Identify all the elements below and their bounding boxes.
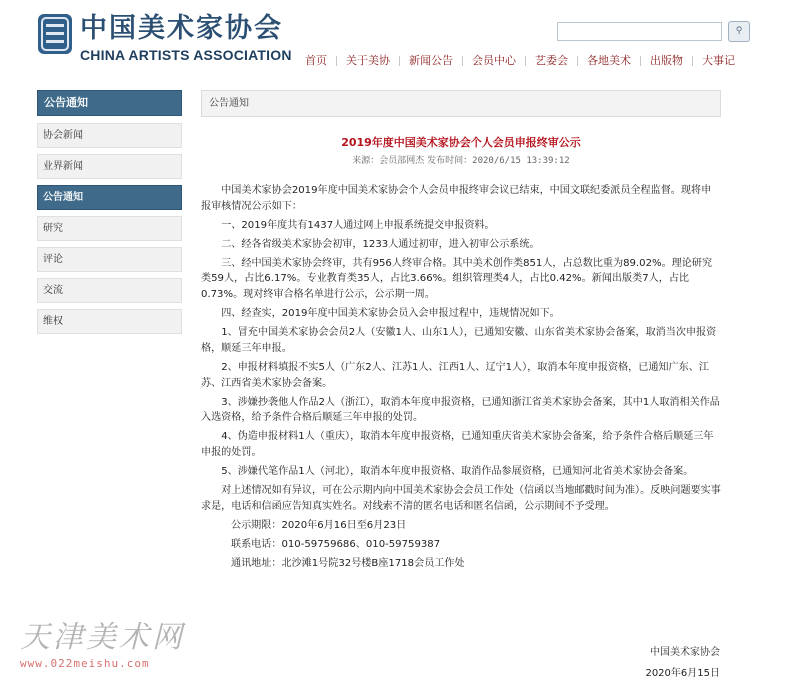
sidebar-item-research[interactable]: 研究 (37, 216, 182, 241)
contact-address: 通讯地址：北沙滩1号院32号楼B座1718会员工作处 (231, 557, 465, 569)
sidebar-title: 公告通知 (37, 90, 182, 116)
logo-title-en[interactable]: CHINA ARTISTS ASSOCIATION (80, 47, 292, 63)
sidebar-item-announcements[interactable]: 公告通知 (37, 185, 182, 210)
sidebar-item-exchange[interactable]: 交流 (37, 278, 182, 303)
nav-item-publications[interactable]: 出版物 (650, 54, 683, 67)
paragraph: 1、冒充中国美术家协会会员2人（安徽1人、山东1人），已通知安徽、山东省美术家协会备案，取消当次申报资格，顺延三年申报。 (201, 327, 717, 354)
breadcrumb: 公告通知 (201, 90, 721, 117)
search-input[interactable] (557, 22, 722, 41)
article-body (201, 183, 721, 572)
contact-period: 公示期限：2020年6月16日至6月23日 (231, 519, 407, 531)
publish-time: 2020/6/15 13:39:12 (472, 156, 570, 166)
contact-phone: 联系电话：010-59759686、010-59759387 (231, 538, 441, 550)
nav-item-home[interactable]: 首页 (305, 54, 327, 67)
logo-title-cn[interactable]: 中国美术家协会 (80, 13, 283, 44)
article-source: 来源：会员部网杰 发布时间： (352, 156, 473, 166)
article-title: 2019年度中国美术家协会个人会员申报终审公示 (341, 136, 581, 149)
paragraph: 2、申报材料填报不实5人（广东2人、江苏1人、江西1人、辽宁1人），取消本年度申报资格，已通知广东、江苏、江西省美术家协会备案。 (201, 361, 709, 389)
paragraph: 一、2019年度共有1437人通过网上申报系统提交申报资料。 (221, 219, 495, 231)
sidebar-item-industry-news[interactable]: 业界新闻 (37, 154, 182, 179)
article-meta (201, 153, 721, 166)
signature: 中国美术家协会 (650, 647, 720, 658)
paragraph: 4、伪造申报材料1人（重庆），取消本年度申报资格，已通知重庆省美术家协会备案，给予条件合格后顺延三年申报的处罚。 (201, 431, 714, 458)
nav-item-about[interactable]: 关于美协 (346, 54, 390, 67)
search-button[interactable] (728, 21, 750, 42)
nav-item-news[interactable]: 新闻公告 (409, 54, 453, 67)
paragraph: 四、经查实，2019年度中国美术家协会员入会申报过程中，违规情况如下。 (221, 308, 560, 320)
logo-emblem-icon[interactable] (38, 14, 72, 54)
paragraph: 二、经各省级美术家协会初审，1233人通过初审，进入初审公示系统。 (221, 238, 540, 250)
site-header (0, 0, 800, 78)
signature-date: 2020年6月15日 (645, 668, 720, 679)
sidebar-item-review[interactable]: 评论 (37, 247, 182, 272)
search-icon: ⚲ (735, 26, 743, 36)
nav-item-events[interactable]: 大事记 (702, 54, 735, 67)
sidebar (37, 90, 182, 340)
main-nav (296, 52, 744, 70)
nav-item-members[interactable]: 会员中心 (472, 54, 516, 67)
paragraph: 三、经中国美术家协会终审，共有956人终审合格。其中美术创作类851人，占总数比重为89.02%。理论研究类59人，占比6.17%。专业教育类35人，占比3.66%。组织管理类4人，占比0.42%。新闻出版类7人，占比0.73%。现对终审合格名单进行公示，公示期一周。 (201, 257, 713, 301)
watermark (20, 612, 230, 670)
sidebar-item-association-news[interactable]: 协会新闻 (37, 123, 182, 148)
nav-item-art-committee[interactable]: 艺委会 (535, 54, 568, 67)
watermark-text: 天津美术网 (20, 620, 185, 655)
sidebar-item-rights[interactable]: 维权 (37, 309, 182, 334)
paragraph: 中国美术家协会2019年度中国美术家协会个人会员申报终审会议已结束，中国文联纪委派员全程监督。现将申报审核情况公示如下： (201, 185, 712, 212)
paragraph: 3、涉嫌抄袭他人作品2人（浙江），取消本年度申报资格，已通知浙江省美术家协会备案，其中1人取消相关作品入选资格，给予条件合格后顺延三年申报的处罚。 (201, 396, 720, 424)
paragraph: 对上述情况如有异议，可在公示期内向中国美术家协会会员工作处（信函以当地邮戳时间为准）。反映问题要实事求是，电话和信函应告知真实姓名。对线索不清的匿名电话和匿名信函，公示期间不予受理。 (201, 485, 721, 512)
watermark-url: www.022meishu.com (20, 657, 150, 670)
nav-item-regional[interactable]: 各地美术 (587, 54, 631, 67)
paragraph: 5、涉嫌代笔作品1人（河北），取消本年度申报资格、取消作品参展资格，已通知河北省美术家协会备案。 (221, 466, 694, 477)
